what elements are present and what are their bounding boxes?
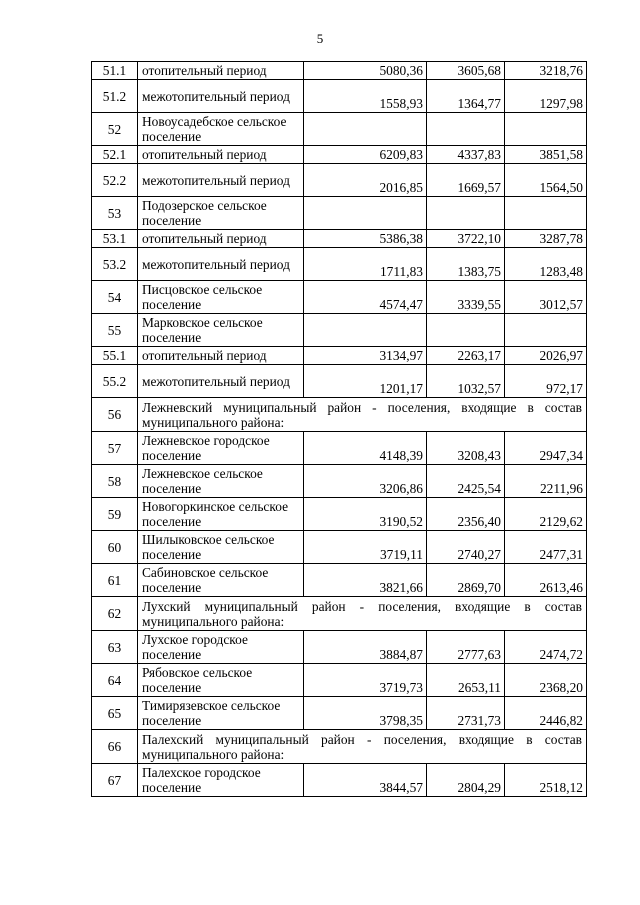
table-row bbox=[92, 365, 587, 398]
table-row bbox=[92, 80, 587, 113]
row-number: 65 bbox=[92, 697, 138, 730]
tariff-table bbox=[91, 61, 587, 797]
value-cell: 2263,17 bbox=[427, 347, 505, 365]
row-number: 60 bbox=[92, 531, 138, 564]
settlement-name: отопительный период bbox=[138, 230, 304, 248]
value-cell: 1032,57 bbox=[427, 365, 505, 398]
row-number: 62 bbox=[92, 597, 138, 631]
table-row bbox=[92, 764, 587, 797]
value-cell: 3605,68 bbox=[427, 62, 505, 80]
settlement-name: Сабиновское сельское поселение bbox=[138, 564, 304, 597]
row-number: 52.1 bbox=[92, 146, 138, 164]
row-number: 55 bbox=[92, 314, 138, 347]
settlement-name: Лежневское городское поселение bbox=[138, 432, 304, 465]
table-row bbox=[92, 230, 587, 248]
value-cell: 3190,52 bbox=[304, 498, 427, 531]
table-row bbox=[92, 146, 587, 164]
row-number: 67 bbox=[92, 764, 138, 797]
value-cell: 3012,57 bbox=[505, 281, 587, 314]
table-row bbox=[92, 314, 587, 347]
value-cell: 2356,40 bbox=[427, 498, 505, 531]
value-cell bbox=[505, 314, 587, 347]
table-row bbox=[92, 465, 587, 498]
row-number: 58 bbox=[92, 465, 138, 498]
row-number: 59 bbox=[92, 498, 138, 531]
settlement-name: межотопительный период bbox=[138, 365, 304, 398]
table-row bbox=[92, 398, 587, 432]
settlement-name: Писцовское сельское поселение bbox=[138, 281, 304, 314]
settlement-name: отопительный период bbox=[138, 62, 304, 80]
settlement-name: Марковское сельское поселение bbox=[138, 314, 304, 347]
row-number: 51.2 bbox=[92, 80, 138, 113]
value-cell: 2740,27 bbox=[427, 531, 505, 564]
settlement-name: межотопительный период bbox=[138, 248, 304, 281]
value-cell: 2777,63 bbox=[427, 631, 505, 664]
value-cell: 1564,50 bbox=[505, 164, 587, 197]
value-cell bbox=[505, 197, 587, 230]
value-cell: 5080,36 bbox=[304, 62, 427, 80]
value-cell: 2477,31 bbox=[505, 531, 587, 564]
row-number: 53.1 bbox=[92, 230, 138, 248]
table-row bbox=[92, 631, 587, 664]
value-cell: 2653,11 bbox=[427, 664, 505, 697]
value-cell: 1297,98 bbox=[505, 80, 587, 113]
row-number: 51.1 bbox=[92, 62, 138, 80]
value-cell: 2016,85 bbox=[304, 164, 427, 197]
table-row bbox=[92, 664, 587, 697]
row-number: 53 bbox=[92, 197, 138, 230]
value-cell: 3798,35 bbox=[304, 697, 427, 730]
table-row bbox=[92, 597, 587, 631]
row-number: 64 bbox=[92, 664, 138, 697]
table-row bbox=[92, 347, 587, 365]
settlement-name: Новогоркинское сельское поселение bbox=[138, 498, 304, 531]
value-cell bbox=[304, 314, 427, 347]
value-cell bbox=[427, 113, 505, 146]
value-cell: 2129,62 bbox=[505, 498, 587, 531]
value-cell: 4337,83 bbox=[427, 146, 505, 164]
value-cell: 3821,66 bbox=[304, 564, 427, 597]
value-cell bbox=[304, 197, 427, 230]
table-row bbox=[92, 281, 587, 314]
settlement-name: Палехское городское поселение bbox=[138, 764, 304, 797]
value-cell bbox=[427, 197, 505, 230]
value-cell: 3339,55 bbox=[427, 281, 505, 314]
value-cell: 2731,73 bbox=[427, 697, 505, 730]
row-number: 61 bbox=[92, 564, 138, 597]
row-number: 66 bbox=[92, 730, 138, 764]
row-number: 56 bbox=[92, 398, 138, 432]
value-cell: 972,17 bbox=[505, 365, 587, 398]
row-number: 53.2 bbox=[92, 248, 138, 281]
value-cell bbox=[505, 113, 587, 146]
value-cell: 3884,87 bbox=[304, 631, 427, 664]
table-row bbox=[92, 531, 587, 564]
value-cell: 5386,38 bbox=[304, 230, 427, 248]
value-cell bbox=[427, 314, 505, 347]
value-cell: 2425,54 bbox=[427, 465, 505, 498]
value-cell: 3722,10 bbox=[427, 230, 505, 248]
district-heading: Лежневский муниципальный район - поселения, входящие в состав муниципального района: bbox=[138, 398, 587, 432]
row-number: 52.2 bbox=[92, 164, 138, 197]
value-cell: 2518,12 bbox=[505, 764, 587, 797]
value-cell: 1558,93 bbox=[304, 80, 427, 113]
value-cell: 4574,47 bbox=[304, 281, 427, 314]
value-cell: 2869,70 bbox=[427, 564, 505, 597]
district-heading: Палехский муниципальный район - поселения, входящие в состав муниципального района: bbox=[138, 730, 587, 764]
table-row bbox=[92, 432, 587, 465]
value-cell: 2211,96 bbox=[505, 465, 587, 498]
table-row bbox=[92, 730, 587, 764]
district-heading: Лухский муниципальный район - поселения, входящие в состав муниципального района: bbox=[138, 597, 587, 631]
value-cell: 1711,83 bbox=[304, 248, 427, 281]
value-cell: 2026,97 bbox=[505, 347, 587, 365]
value-cell: 3208,43 bbox=[427, 432, 505, 465]
row-number: 63 bbox=[92, 631, 138, 664]
settlement-name: Тимирязевское сельское поселение bbox=[138, 697, 304, 730]
row-number: 52 bbox=[92, 113, 138, 146]
value-cell bbox=[304, 113, 427, 146]
value-cell: 3851,58 bbox=[505, 146, 587, 164]
value-cell: 2613,46 bbox=[505, 564, 587, 597]
value-cell: 1669,57 bbox=[427, 164, 505, 197]
value-cell: 4148,39 bbox=[304, 432, 427, 465]
settlement-name: Новоусадебское сельское поселение bbox=[138, 113, 304, 146]
settlement-name: Лежневское сельское поселение bbox=[138, 465, 304, 498]
table-row bbox=[92, 197, 587, 230]
value-cell: 3218,76 bbox=[505, 62, 587, 80]
value-cell: 1364,77 bbox=[427, 80, 505, 113]
value-cell: 2368,20 bbox=[505, 664, 587, 697]
table-row bbox=[92, 62, 587, 80]
value-cell: 1201,17 bbox=[304, 365, 427, 398]
value-cell: 3844,57 bbox=[304, 764, 427, 797]
table-row bbox=[92, 113, 587, 146]
value-cell: 3287,78 bbox=[505, 230, 587, 248]
value-cell: 6209,83 bbox=[304, 146, 427, 164]
value-cell: 1283,48 bbox=[505, 248, 587, 281]
value-cell: 3719,73 bbox=[304, 664, 427, 697]
settlement-name: отопительный период bbox=[138, 347, 304, 365]
table-row bbox=[92, 248, 587, 281]
value-cell: 3719,11 bbox=[304, 531, 427, 564]
settlement-name: межотопительный период bbox=[138, 164, 304, 197]
table-row bbox=[92, 564, 587, 597]
row-number: 55.2 bbox=[92, 365, 138, 398]
settlement-name: Шилыковское сельское поселение bbox=[138, 531, 304, 564]
value-cell: 3134,97 bbox=[304, 347, 427, 365]
table-row bbox=[92, 164, 587, 197]
settlement-name: отопительный период bbox=[138, 146, 304, 164]
settlement-name: Подозерское сельское поселение bbox=[138, 197, 304, 230]
row-number: 55.1 bbox=[92, 347, 138, 365]
page-number: 5 bbox=[316, 31, 324, 46]
settlement-name: Рябовское сельское поселение bbox=[138, 664, 304, 697]
settlement-name: межотопительный период bbox=[138, 80, 304, 113]
value-cell: 1383,75 bbox=[427, 248, 505, 281]
settlement-name: Лухское городское поселение bbox=[138, 631, 304, 664]
value-cell: 2446,82 bbox=[505, 697, 587, 730]
table-row bbox=[92, 498, 587, 531]
value-cell: 2947,34 bbox=[505, 432, 587, 465]
value-cell: 2804,29 bbox=[427, 764, 505, 797]
table-row bbox=[92, 697, 587, 730]
value-cell: 2474,72 bbox=[505, 631, 587, 664]
row-number: 57 bbox=[92, 432, 138, 465]
value-cell: 3206,86 bbox=[304, 465, 427, 498]
row-number: 54 bbox=[92, 281, 138, 314]
